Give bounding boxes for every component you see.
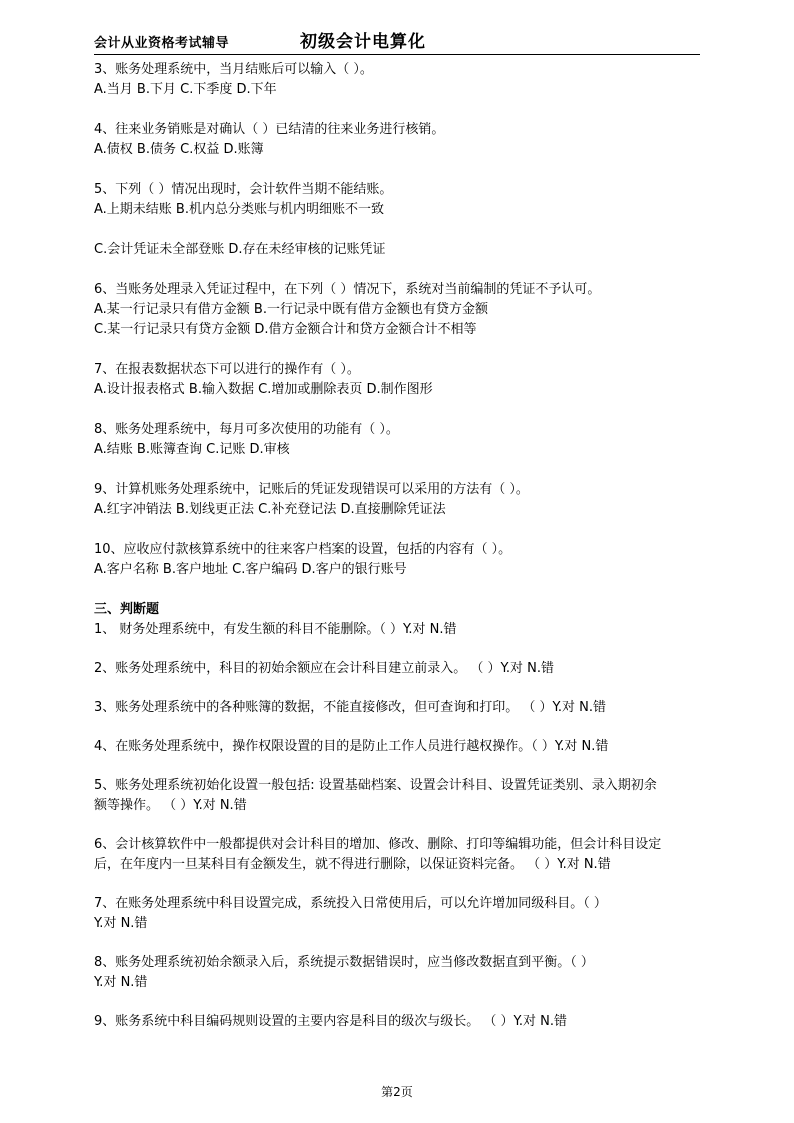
question-options: A.客户名称 B.客户地址 C.客户编码 D.客户的银行账号 [94, 562, 407, 577]
choice-question [94, 120, 704, 160]
question-options: C.某一行记录只有贷方金额 D.借方金额合计和贷方金额合计不相等 [94, 322, 477, 337]
judge-text: 9、账务系统中科目编码规则设置的主要内容是科目的级次与级长。 （ ）Y.对 N.错 [94, 1014, 567, 1029]
question-options: A.当月 B.下月 C.下季度 D.下年 [94, 82, 277, 97]
page-number: 第2页 [381, 1085, 413, 1099]
judge-text: 2、账务处理系统中，科目的初始余额应在会计科目建立前录入。 （ ）Y.对 N.错 [94, 661, 554, 676]
choice-question [94, 360, 704, 400]
judge-text: Y.对 N.错 [94, 916, 148, 931]
question-text: 4、往来业务销账是对确认（ ）已结清的往来业务进行核销。 [94, 122, 445, 137]
judge-text: 1、 财务处理系统中，有发生额的科目不能删除。（ ）Y.对 N.错 [94, 622, 457, 637]
judge-question [94, 620, 704, 640]
question-options: A.债权 B.债务 C.权益 D.账簿 [94, 142, 264, 157]
question-text: 3、账务处理系统中，当月结账后可以输入（ ）。 [94, 62, 373, 77]
judge-text: Y.对 N.错 [94, 975, 148, 990]
section-title: 三、判断题 [94, 602, 160, 617]
judge-question [94, 894, 704, 934]
judge-text: 额等操作。 （ ）Y.对 N.错 [94, 798, 247, 813]
judge-text: 5、账务处理系统初始化设置一般包括: 设置基础档案、设置会计科目、设置凭证类别、录入期初余 [94, 778, 657, 793]
question-text: 5、下列（ ）情况出现时，会计软件当期不能结账。 [94, 182, 393, 197]
document-body [94, 60, 704, 1051]
question-options: A.设计报表格式 B.输入数据 C.增加或删除表页 D.制作图形 [94, 382, 433, 397]
question-options: A.某一行记录只有借方金额 B.一行记录中既有借方金额也有贷方金额 [94, 302, 488, 317]
question-options: A.红字冲销法 B.划线更正法 C.补充登记法 D.直接删除凭证法 [94, 502, 446, 517]
question-text: 10、应收应付款核算系统中的往来客户档案的设置，包括的内容有（ ）。 [94, 542, 512, 557]
judge-question [94, 835, 704, 875]
question-options: C.会计凭证未全部登账 D.存在未经审核的记账凭证 [94, 242, 386, 257]
question-text: 9、计算机账务处理系统中，记账后的凭证发现错误可以采用的方法有（ ）。 [94, 482, 529, 497]
judge-text: 后，在年度内一旦某科目有金额发生，就不得进行删除，以保证资料完备。 （ ）Y.对 N.错 [94, 857, 611, 872]
choice-question [94, 60, 704, 100]
page-header [94, 30, 700, 55]
judge-question [94, 776, 704, 816]
choice-question [94, 480, 704, 520]
question-options: A.上期未结账 B.机内总分类账与机内明细账不一致 [94, 202, 384, 217]
choice-question [94, 280, 704, 340]
judge-question [94, 659, 704, 679]
judge-text: 4、在账务处理系统中，操作权限设置的目的是防止工作人员进行越权操作。（ ）Y.对 N.错 [94, 739, 609, 754]
judge-question [94, 737, 704, 757]
judge-text: 6、会计核算软件中一般都提供对会计科目的增加、修改、删除、打印等编辑功能，但会计科目设定 [94, 837, 662, 852]
judge-question [94, 698, 704, 718]
judge-question [94, 953, 704, 993]
judge-text: 8、账务处理系统初始余额录入后，系统提示数据错误时，应当修改数据直到平衡。（ ） [94, 955, 594, 970]
choice-question [94, 420, 704, 460]
choice-question [94, 540, 704, 580]
judge-text: 7、在账务处理系统中科目设置完成，系统投入日常使用后，可以允许增加同级科目。（ ） [94, 896, 607, 911]
question-text: 6、当账务处理录入凭证过程中，在下列（ ）情况下，系统对当前编制的凭证不予认可。 [94, 282, 601, 297]
question-text: 7、在报表数据状态下可以进行的操作有（ ）。 [94, 362, 360, 377]
question-options: A.结账 B.账簿查询 C.记账 D.审核 [94, 442, 290, 457]
question-text: 8、账务处理系统中，每月可多次使用的功能有（ ）。 [94, 422, 399, 437]
header-left-title: 会计从业资格考试辅导 [94, 36, 230, 51]
choice-question [94, 180, 704, 260]
judge-text: 3、账务处理系统中的各种账簿的数据，不能直接修改，但可查询和打印。 （ ）Y.对 N.错 [94, 700, 606, 715]
judge-question [94, 1012, 704, 1032]
header-right-title: 初级会计电算化 [300, 32, 426, 52]
